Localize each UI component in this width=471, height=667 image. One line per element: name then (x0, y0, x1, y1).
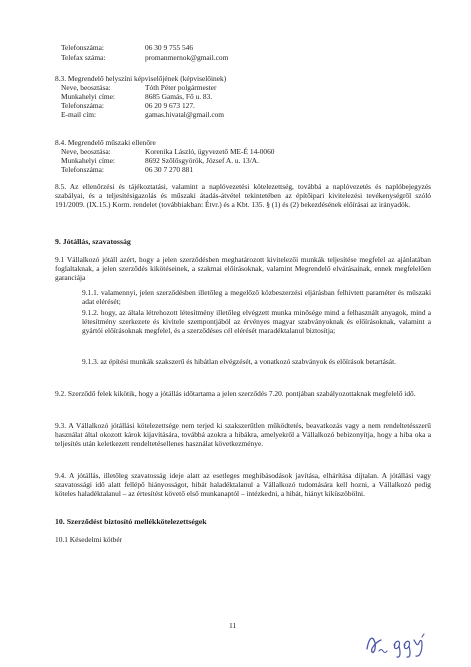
section-9-heading: 9. Jótállás, szavatosság (55, 237, 131, 246)
contact-value: Tóth Péter polgármester (145, 83, 217, 92)
handwritten-initials-signature (364, 627, 444, 659)
paragraph-9-1-2: 9.1.2. hogy, az általa létrehozott létesítmény illetőleg elvégzett munka minősége mind a felhasznált anyagok, mind a létesítmény szerkezete és kivitele szempontjából az érvényes magyar szabványoknak és előírásoknak, valamint a gyártói előírásoknak megfelel, és a szerződéses cél elérését maradéktalanul biztosítja; (82, 308, 431, 335)
fax-value: promanmernok@gmail.com (145, 53, 229, 62)
paragraph-9-1-3: 9.1.3. az építési munkák szakszerű és hibátlan elvégzését, a vonatkozó szabványok és előírások betartását. (82, 357, 396, 366)
paragraph-8-5: 8.5. Az ellenőrzési és tájékoztatási, valamint a naplóvezetési kötelezettség, továbbá a naplóvezetés és naplóbejegyzés szabályai, és a teljesítésigazolás és műszaki átadás-átvétel tekintetében az építőipari kivitelezési tevékenységről szóló 191/2009. (IX.15.) Korm. rendelet (továbbiakban: Étvr.) és a Kbt. 135. § (1) és (2) bekezdésének előírásai az irányadók. (55, 182, 431, 209)
contact-label: Munkahelyi címe: (61, 92, 115, 101)
contact-value: 06 20 9 673 127. (145, 101, 195, 110)
contact-label: Munkahelyi címe: (61, 156, 115, 165)
section-10-1-heading: 10.1 Késedelmi kötbér (55, 535, 123, 544)
contact-label: Telefonszáma: (61, 165, 104, 174)
phone-label: Telefonszáma: (61, 43, 104, 52)
paragraph-9-1: 9.1 Vállalkozó jótáll azért, hogy a jelen szerződésben meghatározott kivitelezői munkák teljesítése megfelel az ajánlatában foglaltaknak, a jelen szerződés kikötéseinek, a szakmai előírásoknak, valamint Megrendelő elvárásainak, ennek megfelelően garanciája (55, 255, 431, 282)
contact-value: 8692 Szőlősgyörök, József A. u. 13/A. (145, 156, 259, 165)
fax-label: Telefax száma: (61, 53, 106, 62)
phone-value: 06 30 9 755 546 (145, 43, 194, 52)
section-8-3-heading: 8.3. Megrendelő helyszíni képviselőjének (képviselőinek) (55, 74, 227, 83)
contact-label: Telefonszáma: (61, 101, 104, 110)
contact-value: 06 30 7 270 881 (145, 165, 194, 174)
paragraph-9-2: 9.2. Szerződő felek kikötik, hogy a jótállás időtartama a jelen szerződés 7.20. pontjában szabályozottaknak megfelelő idő. (55, 389, 416, 398)
contact-value: Korenika László, ügyvezető ME-É 14-0060 (145, 147, 275, 156)
paragraph-9-3: 9.3. A Vállalkozó jótállási kötelezettsége nem terjed ki szakszerűtlen működtetés, beavatkozás vagy a nem rendeltetésszerű használat által okozott károk kijavítására, továbbá azokra a hibákra, amelyekről a Vállalkozó bebizonyítja, hogy a hiba oka a teljesítés után keletkezett rendeltetésellenes használat következménye. (55, 421, 431, 448)
paragraph-9-4: 9.4. A jótállás, illetőleg szavatosság ideje alatt az esetleges meghibásodások javítása, elhárítása díjtalan. A jótállási vagy szavatossági idő alatt fellépő hiányosságot, hibát haladéktalanul a Vállalkozó tudomására kell hozni, a Vállalkozó pedig köteles haladéktalanul – az értesítést követő első munkanaptól – intézkedni, a hibát, hiányt kiküszöbölni. (55, 471, 431, 498)
contact-label: E-mail cím: (61, 110, 97, 119)
page-number: 11 (229, 621, 237, 630)
section-8-4-heading: 8.4. Megrendelő műszaki ellenőre (55, 138, 156, 147)
section-10-heading: 10. Szerződést biztosító mellékkötelezettségek (55, 517, 207, 526)
contact-value: 8685 Gamás, Fő u. 83. (145, 92, 213, 101)
contact-value: gamas.hivatal@gmail.com (145, 110, 225, 119)
paragraph-9-1-1: 9.1.1. valamennyi, jelen szerződésben illetőleg a megelőző közbeszerzési eljárásban felhívtett paraméter és műszaki adat elérését; (82, 288, 431, 306)
contact-label: Neve, beosztása: (61, 147, 111, 156)
contact-label: Neve, beosztása: (61, 83, 111, 92)
